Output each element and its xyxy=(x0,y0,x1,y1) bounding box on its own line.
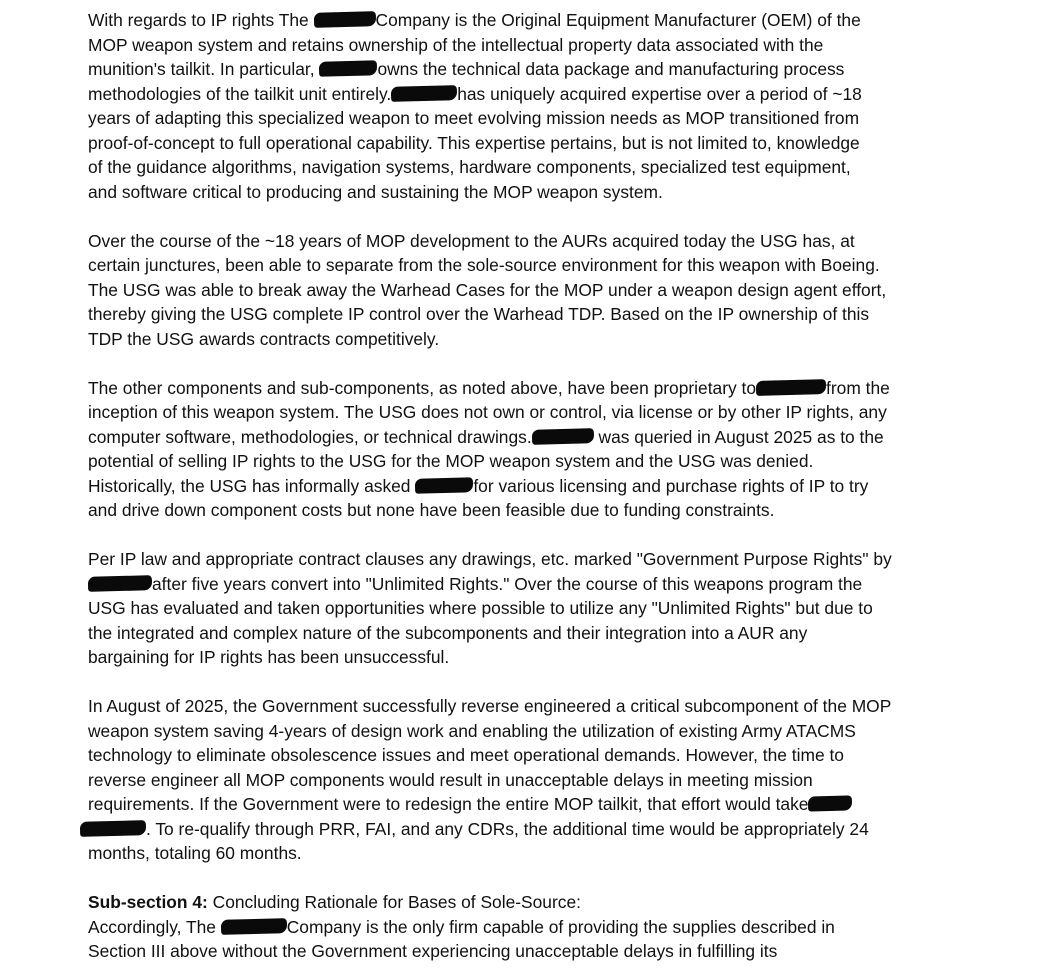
text-segment: was queried in August 2025 as to the xyxy=(593,426,884,447)
text-line: Per IP law and appropriate contract clauses any drawings, etc. marked "Government Purpose Rights" by xyxy=(88,549,892,569)
text-line: and drive down component costs but none have been feasible due to funding constraints. xyxy=(88,500,775,520)
text-line: certain junctures, been able to separate from the sole-source environment for this weapon with Boeing. xyxy=(88,255,880,275)
redaction-mark xyxy=(415,477,473,494)
text-line: weapon system saving 4-years of design work and enabling the utilization of existing Army ATACMS xyxy=(88,720,856,741)
text-line: Section III above without the Government experiencing unacceptable delays in fulfilling its xyxy=(88,941,778,961)
subsection-title: Concluding Rationale for Bases of Sole-Source: xyxy=(207,892,581,912)
redaction-mark xyxy=(80,820,146,837)
text-segment: Company is the Original Equipment Manufacturer (OEM) of the xyxy=(375,10,861,30)
text-segment: methodologies of the tailkit unit entirely. xyxy=(88,83,392,104)
text-line: Over the course of the ~18 years of MOP development to the AURs acquired today the USG has, at xyxy=(88,230,855,251)
text-line: proof-of-concept to full operational capability. This expertise pertains, but is not limited to, knowledge xyxy=(88,132,860,153)
subsection-concluding-rationale xyxy=(88,890,988,964)
paragraph-proprietary-components xyxy=(88,376,988,523)
text-line: The USG was able to break away the Warhead Cases for the MOP under a weapon design agent effort, xyxy=(88,279,887,300)
redaction-mark xyxy=(808,795,852,811)
text-line: MOP weapon system and retains ownership of the intellectual property data associated with the xyxy=(88,34,824,55)
redaction-mark xyxy=(391,85,457,102)
text-line: potential of selling IP rights to the USG for the MOP weapon system and the USG was denied. xyxy=(88,451,814,471)
text-line: inception of this weapon system. The USG does not own or control, via license or by other IP rights, any xyxy=(88,402,887,422)
subsection-heading-line xyxy=(88,890,988,915)
paragraph-unlimited-rights xyxy=(88,547,988,670)
redaction-mark xyxy=(313,11,375,28)
text-line: reverse engineer all MOP components would result in unacceptable delays in meeting mission xyxy=(88,769,813,790)
subsection-heading: Sub-section 4: xyxy=(88,892,208,912)
text-segment: . To re-qualify through PRR, FAI, and any CDRs, the additional time would be appropriately 24 xyxy=(146,818,869,839)
text-line: and software critical to producing and sustaining the MOP weapon system. xyxy=(88,181,663,202)
text-line xyxy=(88,915,988,940)
text-segment: With regards to IP rights The xyxy=(88,10,314,30)
paragraph-warhead-competition xyxy=(88,229,988,352)
redaction-mark xyxy=(221,918,287,935)
text-line: TDP the USG awards contracts competitively. xyxy=(88,328,440,349)
document-body xyxy=(88,8,988,964)
redaction-mark xyxy=(88,575,152,592)
text-line xyxy=(88,572,988,597)
redaction-mark xyxy=(532,428,594,445)
text-segment: Company is the only firm capable of providing the supplies described in xyxy=(286,916,835,937)
text-line xyxy=(88,57,988,82)
text-segment: Accordingly, The xyxy=(88,916,221,937)
text-segment: has uniquely acquired expertise over a period of ~18 xyxy=(457,83,862,104)
text-line: bargaining for IP rights has been unsuccessful. xyxy=(88,647,450,667)
text-segment: computer software, methodologies, or technical drawings. xyxy=(88,426,532,447)
text-line: years of adapting this specialized weapon to meet evolving mission needs as MOP transitioned from xyxy=(88,108,860,128)
text-segment: from the xyxy=(826,377,890,398)
paragraph-reverse-engineering xyxy=(88,694,988,866)
paragraph-ip-rights-oem xyxy=(88,8,988,204)
text-line: technology to eliminate obsolescence issues and meet operational demands. However, the time to xyxy=(88,745,844,765)
text-line xyxy=(80,817,988,842)
text-segment: requirements. If the Government were to redesign the entire MOP tailkit, that effort would take xyxy=(88,794,809,814)
text-segment: after five years convert into "Unlimited Rights." Over the course of this weapons program the xyxy=(152,573,863,594)
text-segment: owns the technical data package and manufacturing process xyxy=(377,59,845,79)
text-line: the integrated and complex nature of the subcomponents and their integration into a AUR any xyxy=(88,622,808,643)
text-segment: Historically, the USG has informally asked xyxy=(88,475,416,496)
text-line: of the guidance algorithms, navigation systems, hardware components, specialized test equipment, xyxy=(88,157,851,177)
text-line: thereby giving the USG complete IP control over the Warhead TDP. Based on the IP ownership of this xyxy=(88,304,870,324)
text-line xyxy=(88,425,988,450)
text-segment: The other components and sub-components, as noted above, have been proprietary to xyxy=(88,377,757,398)
text-line: USG has evaluated and taken opportunities where possible to utilize any "Unlimited Rights" but due to xyxy=(88,598,873,618)
text-segment: munition's tailkit. In particular, xyxy=(88,59,320,79)
text-line: In August of 2025, the Government successfully reverse engineered a critical subcomponent of the MOP xyxy=(88,696,892,716)
redaction-mark xyxy=(319,60,377,77)
text-line: months, totaling 60 months. xyxy=(88,843,302,863)
text-line xyxy=(88,8,988,33)
text-line xyxy=(88,474,988,499)
text-line xyxy=(88,376,988,401)
text-line xyxy=(88,792,988,817)
redaction-mark xyxy=(756,379,826,396)
text-segment: for various licensing and purchase rights of IP to try xyxy=(473,475,869,496)
text-line xyxy=(88,82,988,107)
